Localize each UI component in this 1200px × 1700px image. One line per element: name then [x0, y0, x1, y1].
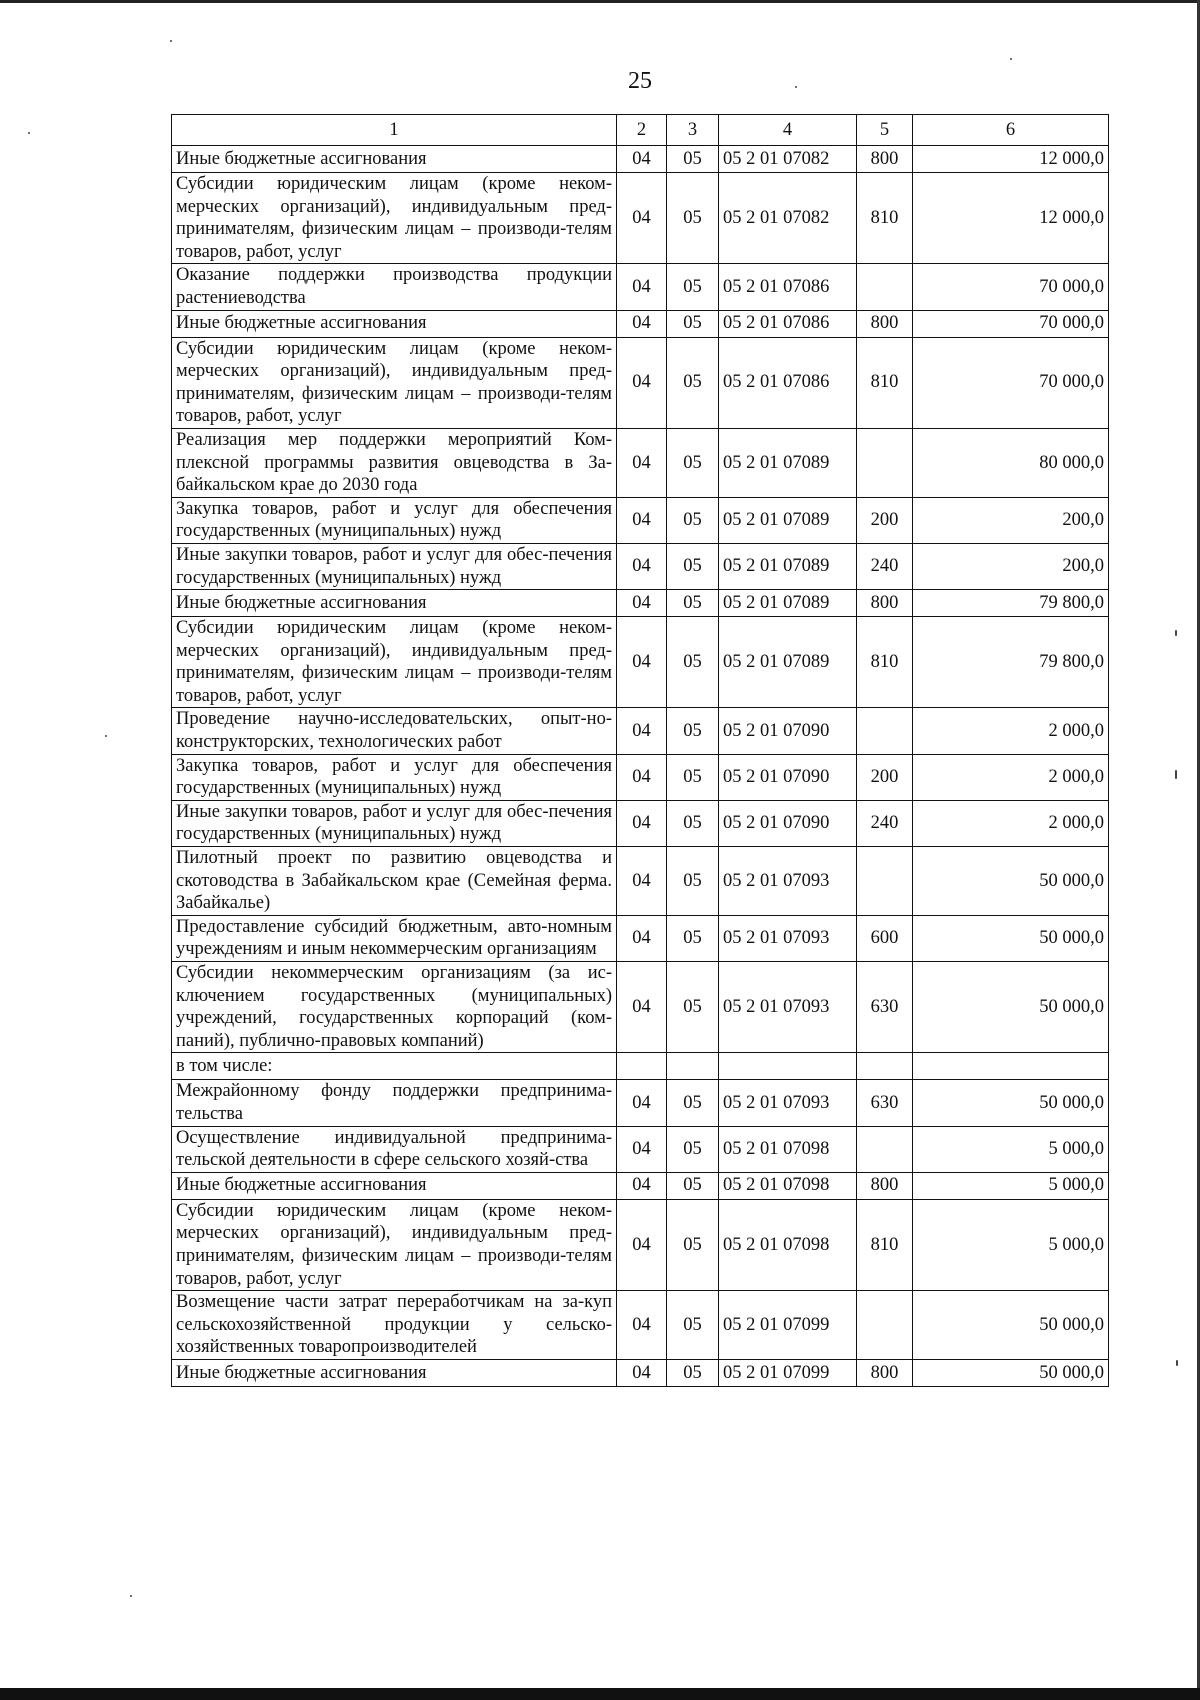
- cell-subsection: 05: [667, 1359, 719, 1386]
- cell-section: 04: [617, 915, 667, 961]
- cell-description: Субсидии юридическим лицам (кроме неком-мерческих организаций), индивидуальным пред-принимателям, физическим лицам – производи-телям товаров, работ, услуг: [172, 173, 617, 264]
- cell-expense-type: [857, 847, 913, 916]
- table-row: [172, 146, 1109, 173]
- cell-subsection: 05: [667, 1080, 719, 1126]
- cell-expense-type: 810: [857, 337, 913, 428]
- header-col-1: 1: [172, 115, 617, 146]
- cell-target-article: [719, 1053, 857, 1080]
- cell-description: Иные бюджетные ассигнования: [172, 310, 617, 337]
- cell-subsection: 05: [667, 1199, 719, 1290]
- table-row: [172, 1126, 1109, 1172]
- cell-section: 04: [617, 1126, 667, 1172]
- cell-target-article: 05 2 01 07093: [719, 962, 857, 1053]
- table-row: [172, 310, 1109, 337]
- cell-section: 04: [617, 146, 667, 173]
- cell-subsection: 05: [667, 497, 719, 543]
- cell-subsection: 05: [667, 428, 719, 497]
- cell-expense-type: 240: [857, 543, 913, 589]
- header-col-2: 2: [617, 115, 667, 146]
- scan-speck: [1010, 58, 1012, 60]
- cell-description: Иные бюджетные ассигнования: [172, 590, 617, 617]
- cell-expense-type: 630: [857, 1080, 913, 1126]
- table-row: [172, 1359, 1109, 1386]
- cell-section: 04: [617, 310, 667, 337]
- cell-amount: 50 000,0: [913, 1291, 1109, 1360]
- cell-description: Иные закупки товаров, работ и услуг для обес-печения государственных (муниципальных) нужд: [172, 800, 617, 846]
- cell-section: 04: [617, 173, 667, 264]
- table-row: [172, 543, 1109, 589]
- cell-description: Закупка товаров, работ и услуг для обеспечения государственных (муниципальных) нужд: [172, 754, 617, 800]
- cell-subsection: 05: [667, 754, 719, 800]
- table-row: [172, 962, 1109, 1053]
- cell-target-article: 05 2 01 07089: [719, 543, 857, 589]
- cell-subsection: 05: [667, 173, 719, 264]
- cell-target-article: 05 2 01 07082: [719, 173, 857, 264]
- cell-target-article: 05 2 01 07089: [719, 497, 857, 543]
- scan-speck: [1175, 770, 1177, 779]
- cell-section: 04: [617, 754, 667, 800]
- cell-description: в том числе:: [172, 1053, 617, 1080]
- cell-target-article: 05 2 01 07098: [719, 1126, 857, 1172]
- cell-description: Закупка товаров, работ и услуг для обеспечения государственных (муниципальных) нужд: [172, 497, 617, 543]
- cell-amount: 70 000,0: [913, 337, 1109, 428]
- cell-description: Иные бюджетные ассигнования: [172, 1359, 617, 1386]
- cell-target-article: 05 2 01 07082: [719, 146, 857, 173]
- cell-expense-type: [857, 1053, 913, 1080]
- table-header-row: [172, 115, 1109, 146]
- cell-section: 04: [617, 1291, 667, 1360]
- header-col-5: 5: [857, 115, 913, 146]
- cell-expense-type: [857, 264, 913, 310]
- cell-section: 04: [617, 708, 667, 754]
- cell-subsection: 05: [667, 1172, 719, 1199]
- cell-expense-type: 800: [857, 1172, 913, 1199]
- cell-target-article: 05 2 01 07089: [719, 617, 857, 708]
- cell-description: Межрайонному фонду поддержки предпринима-тельства: [172, 1080, 617, 1126]
- table-row: [172, 590, 1109, 617]
- cell-amount: 50 000,0: [913, 1359, 1109, 1386]
- cell-amount: 5 000,0: [913, 1199, 1109, 1290]
- cell-subsection: 05: [667, 264, 719, 310]
- cell-amount: 2 000,0: [913, 754, 1109, 800]
- cell-amount: [913, 1053, 1109, 1080]
- cell-target-article: 05 2 01 07090: [719, 800, 857, 846]
- cell-amount: 5 000,0: [913, 1172, 1109, 1199]
- scan-speck: [28, 132, 30, 134]
- cell-subsection: 05: [667, 543, 719, 589]
- cell-section: 04: [617, 847, 667, 916]
- cell-expense-type: 240: [857, 800, 913, 846]
- table-row: [172, 617, 1109, 708]
- table-row: [172, 754, 1109, 800]
- table-row: [172, 1053, 1109, 1080]
- cell-section: 04: [617, 543, 667, 589]
- cell-expense-type: 800: [857, 310, 913, 337]
- table-row: [172, 1199, 1109, 1290]
- table-row: [172, 847, 1109, 916]
- cell-description: Субсидии юридическим лицам (кроме неком-мерческих организаций), индивидуальным пред-принимателям, физическим лицам – производи-телям товаров, работ, услуг: [172, 1199, 617, 1290]
- table-row: [172, 337, 1109, 428]
- cell-subsection: 05: [667, 310, 719, 337]
- scan-speck: [1176, 1360, 1178, 1366]
- cell-amount: 79 800,0: [913, 590, 1109, 617]
- cell-section: 04: [617, 590, 667, 617]
- table-row: [172, 1080, 1109, 1126]
- cell-subsection: 05: [667, 708, 719, 754]
- scan-speck: [105, 735, 107, 737]
- scan-border-top: [0, 0, 1200, 3]
- cell-subsection: 05: [667, 800, 719, 846]
- cell-section: 04: [617, 800, 667, 846]
- cell-target-article: 05 2 01 07098: [719, 1199, 857, 1290]
- cell-subsection: 05: [667, 1291, 719, 1360]
- cell-target-article: 05 2 01 07098: [719, 1172, 857, 1199]
- budget-table: [171, 114, 1109, 1387]
- cell-section: 04: [617, 1172, 667, 1199]
- table-row: [172, 428, 1109, 497]
- scan-border-bottom: [0, 1688, 1200, 1700]
- cell-expense-type: 810: [857, 617, 913, 708]
- cell-expense-type: 200: [857, 497, 913, 543]
- cell-target-article: 05 2 01 07089: [719, 590, 857, 617]
- cell-description: Оказание поддержки производства продукции растениеводства: [172, 264, 617, 310]
- cell-description: Иные бюджетные ассигнования: [172, 1172, 617, 1199]
- cell-amount: 200,0: [913, 497, 1109, 543]
- cell-subsection: 05: [667, 337, 719, 428]
- header-col-6: 6: [913, 115, 1109, 146]
- cell-subsection: 05: [667, 1126, 719, 1172]
- cell-subsection: 05: [667, 617, 719, 708]
- table-row: [172, 264, 1109, 310]
- cell-description: Реализация мер поддержки мероприятий Ком-плексной программы развития овцеводства в За-байкальском крае до 2030 года: [172, 428, 617, 497]
- table-row: [172, 1172, 1109, 1199]
- cell-amount: 200,0: [913, 543, 1109, 589]
- table-row: [172, 1291, 1109, 1360]
- cell-subsection: 05: [667, 915, 719, 961]
- cell-target-article: 05 2 01 07093: [719, 915, 857, 961]
- cell-section: 04: [617, 497, 667, 543]
- cell-expense-type: [857, 708, 913, 754]
- cell-target-article: 05 2 01 07089: [719, 428, 857, 497]
- cell-expense-type: [857, 1126, 913, 1172]
- scan-speck: [795, 86, 797, 88]
- cell-description: Осуществление индивидуальной предпринима-тельской деятельности в сфере сельского хозяй-ства: [172, 1126, 617, 1172]
- cell-subsection: 05: [667, 590, 719, 617]
- table-row: [172, 800, 1109, 846]
- table-row: [172, 497, 1109, 543]
- cell-amount: 79 800,0: [913, 617, 1109, 708]
- cell-target-article: 05 2 01 07086: [719, 337, 857, 428]
- cell-amount: 80 000,0: [913, 428, 1109, 497]
- cell-target-article: 05 2 01 07099: [719, 1359, 857, 1386]
- cell-expense-type: 800: [857, 146, 913, 173]
- cell-amount: 5 000,0: [913, 1126, 1109, 1172]
- header-col-4: 4: [719, 115, 857, 146]
- cell-description: Возмещение части затрат переработчикам на за-куп сельскохозяйственной продукции у сельско-хозяйственных товаропроизводителей: [172, 1291, 617, 1360]
- cell-target-article: 05 2 01 07086: [719, 264, 857, 310]
- cell-amount: 70 000,0: [913, 264, 1109, 310]
- cell-subsection: 05: [667, 847, 719, 916]
- cell-description: Иные закупки товаров, работ и услуг для обес-печения государственных (муниципальных) нужд: [172, 543, 617, 589]
- cell-description: Пилотный проект по развитию овцеводства и скотоводства в Забайкальском крае (Семейная ферма. Забайкалье): [172, 847, 617, 916]
- cell-amount: 50 000,0: [913, 847, 1109, 916]
- cell-expense-type: 630: [857, 962, 913, 1053]
- cell-subsection: 05: [667, 962, 719, 1053]
- cell-amount: 2 000,0: [913, 800, 1109, 846]
- scan-speck: [170, 40, 172, 42]
- cell-expense-type: 800: [857, 590, 913, 617]
- cell-section: 04: [617, 264, 667, 310]
- cell-expense-type: 600: [857, 915, 913, 961]
- cell-amount: 50 000,0: [913, 915, 1109, 961]
- cell-expense-type: 810: [857, 173, 913, 264]
- cell-target-article: 05 2 01 07090: [719, 754, 857, 800]
- cell-section: 04: [617, 1080, 667, 1126]
- scan-speck: [130, 1595, 132, 1597]
- cell-description: Предоставление субсидий бюджетным, авто-номным учреждениям и иным некоммерческим организациям: [172, 915, 617, 961]
- cell-amount: 50 000,0: [913, 1080, 1109, 1126]
- cell-description: Проведение научно-исследовательских, опыт-но-конструкторских, технологических работ: [172, 708, 617, 754]
- cell-amount: 12 000,0: [913, 146, 1109, 173]
- cell-amount: 2 000,0: [913, 708, 1109, 754]
- page-number: 25: [628, 68, 652, 94]
- cell-expense-type: 800: [857, 1359, 913, 1386]
- cell-description: Иные бюджетные ассигнования: [172, 146, 617, 173]
- header-col-3: 3: [667, 115, 719, 146]
- cell-expense-type: 200: [857, 754, 913, 800]
- cell-target-article: 05 2 01 07090: [719, 708, 857, 754]
- cell-section: 04: [617, 617, 667, 708]
- cell-section: [617, 1053, 667, 1080]
- scan-speck: [1175, 630, 1177, 636]
- cell-expense-type: [857, 428, 913, 497]
- cell-target-article: 05 2 01 07093: [719, 847, 857, 916]
- cell-section: 04: [617, 1199, 667, 1290]
- cell-amount: 50 000,0: [913, 962, 1109, 1053]
- table-body: [172, 146, 1109, 1387]
- cell-amount: 12 000,0: [913, 173, 1109, 264]
- table-row: [172, 915, 1109, 961]
- cell-target-article: 05 2 01 07099: [719, 1291, 857, 1360]
- cell-target-article: 05 2 01 07086: [719, 310, 857, 337]
- cell-expense-type: 810: [857, 1199, 913, 1290]
- cell-target-article: 05 2 01 07093: [719, 1080, 857, 1126]
- table-row: [172, 173, 1109, 264]
- cell-subsection: [667, 1053, 719, 1080]
- cell-section: 04: [617, 337, 667, 428]
- cell-description: Субсидии юридическим лицам (кроме неком-мерческих организаций), индивидуальным пред-принимателям, физическим лицам – производи-телям товаров, работ, услуг: [172, 617, 617, 708]
- cell-description: Субсидии некоммерческим организациям (за ис-ключением государственных (муниципальных) учреждений, государственных корпораций (ком-паний), публично-правовых компаний): [172, 962, 617, 1053]
- cell-section: 04: [617, 1359, 667, 1386]
- cell-amount: 70 000,0: [913, 310, 1109, 337]
- cell-expense-type: [857, 1291, 913, 1360]
- cell-subsection: 05: [667, 146, 719, 173]
- table-row: [172, 708, 1109, 754]
- cell-section: 04: [617, 962, 667, 1053]
- cell-description: Субсидии юридическим лицам (кроме неком-мерческих организаций), индивидуальным пред-принимателям, физическим лицам – производи-телям товаров, работ, услуг: [172, 337, 617, 428]
- cell-section: 04: [617, 428, 667, 497]
